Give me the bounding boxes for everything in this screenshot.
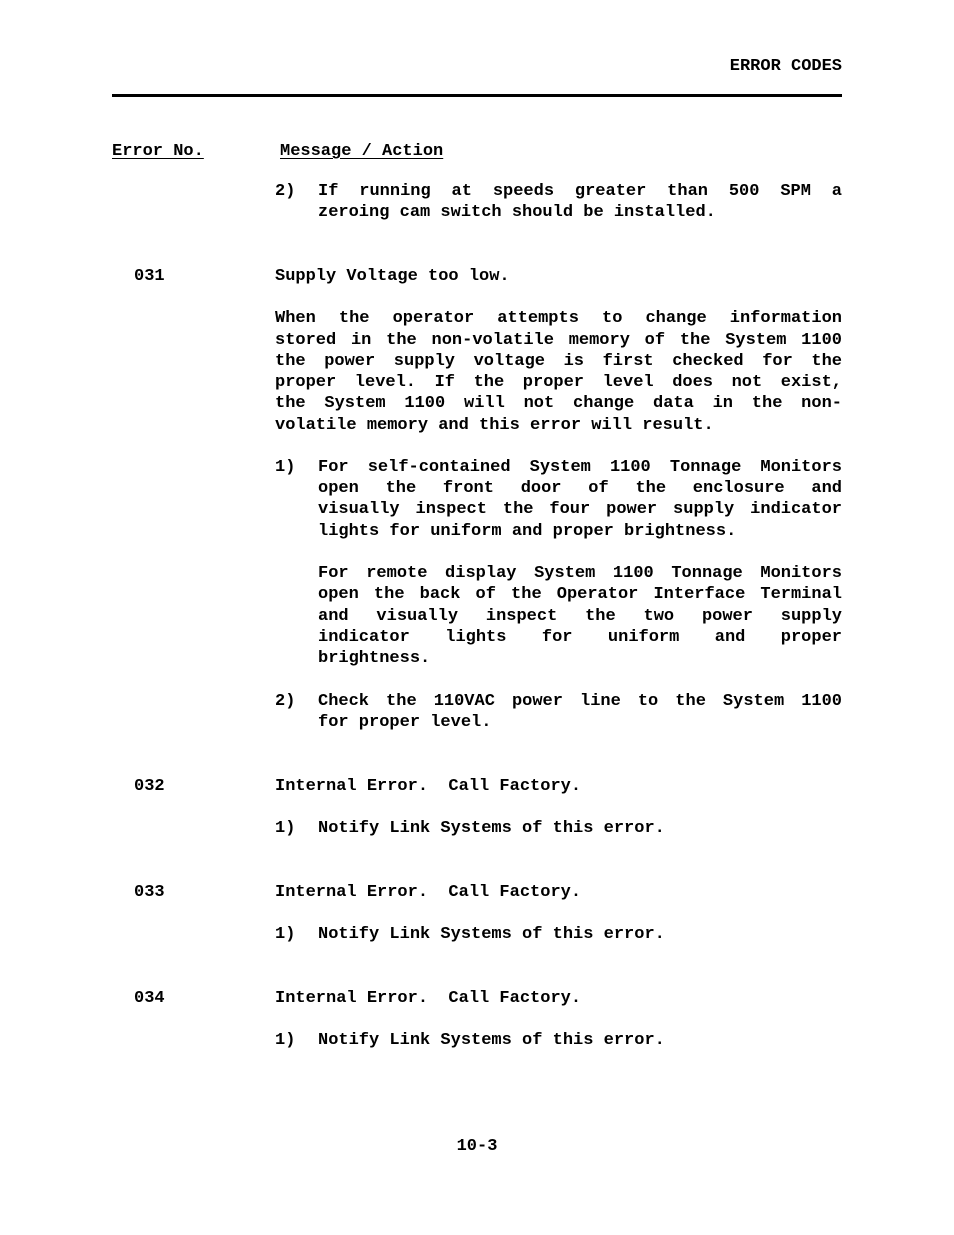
error-message-034: Internal Error. Call Factory. (275, 989, 582, 1008)
error-code-034: 034 (134, 989, 165, 1008)
error-code-033: 033 (134, 883, 165, 902)
step-line: brightness. (318, 649, 431, 668)
description-line: stored in the non-volatile memory of the System 1100 (275, 331, 842, 350)
header-rule (112, 94, 842, 97)
error-033-step-1: Notify Link Systems of this error. (318, 925, 665, 944)
step-line: indicator lights for uniform and proper (318, 628, 842, 647)
step-line: lights for uniform and proper brightness. (318, 522, 737, 541)
error-032-step-1: Notify Link Systems of this error. (318, 819, 665, 838)
step-number: 1) (275, 458, 296, 477)
section-title: ERROR CODES (729, 57, 842, 76)
step-line: visually inspect the four power supply indicator (318, 500, 842, 519)
description-line: When the operator attempts to change information (275, 309, 842, 328)
step-line: open the back of the Operator Interface Terminal (318, 585, 842, 604)
step-line: and visually inspect the two power supply (318, 607, 842, 626)
error-message-031: Supply Voltage too low. (275, 267, 510, 286)
column-header-error-no: Error No. (112, 142, 204, 161)
step-number: 1) (275, 925, 296, 944)
error-code-032: 032 (134, 777, 165, 796)
step-line: Check the 110VAC power line to the System 1100 (318, 692, 842, 711)
step-line: for proper level. (318, 713, 492, 732)
step-line: For remote display System 1100 Tonnage Monitors (318, 564, 842, 583)
continued-step-line-2: zeroing cam switch should be installed. (318, 203, 716, 222)
column-header-message-action: Message / Action (280, 142, 444, 161)
page-number: 10-3 (456, 1137, 498, 1156)
description-line: volatile memory and this error will result. (275, 416, 714, 435)
error-message-033: Internal Error. Call Factory. (275, 883, 582, 902)
description-line: the System 1100 will not change data in the non- (275, 394, 842, 413)
step-number: 2) (275, 692, 296, 711)
error-034-step-1: Notify Link Systems of this error. (318, 1031, 665, 1050)
step-number: 2) (275, 182, 296, 201)
description-line: the power supply voltage is first checked for the (275, 352, 842, 371)
error-message-032: Internal Error. Call Factory. (275, 777, 582, 796)
step-line: open the front door of the enclosure and (318, 479, 842, 498)
description-line: proper level. If the proper level does not exist, (275, 373, 842, 392)
step-line: For self-contained System 1100 Tonnage Monitors (318, 458, 842, 477)
continued-step-line-1: If running at speeds greater than 500 SPM a (318, 182, 842, 201)
step-number: 1) (275, 819, 296, 838)
step-number: 1) (275, 1031, 296, 1050)
error-code-031: 031 (134, 267, 165, 286)
